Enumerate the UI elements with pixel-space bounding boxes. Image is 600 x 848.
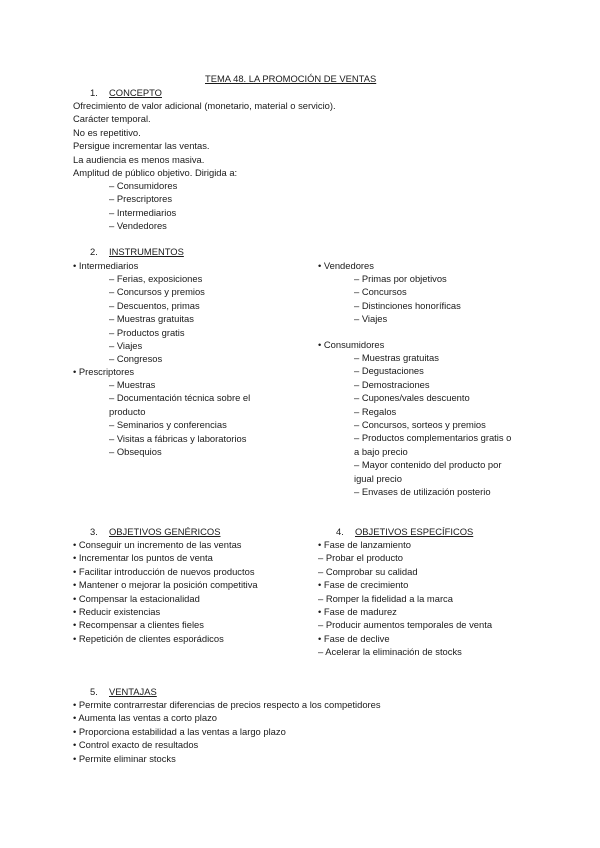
- list-item: – Viajes: [354, 313, 388, 325]
- list-item: • Recompensar a clientes fieles: [73, 619, 204, 631]
- objetivos-especificos-list: [318, 538, 492, 659]
- page-title: TEMA 48. LA PROMOCIÓN DE VENTAS: [205, 73, 377, 84]
- section-5-heading: VENTAJAS: [109, 686, 157, 697]
- list-item: – Viajes: [109, 340, 143, 352]
- list-item: – Ferias, exposiciones: [109, 273, 203, 284]
- list-item: – Muestras gratuitas: [354, 352, 439, 363]
- list-item: • Mantener o mejorar la posición competitiva: [73, 579, 258, 591]
- concepto-line: No es repetitivo.: [73, 126, 141, 138]
- list-item: • Fase de madurez: [318, 606, 397, 618]
- section-1-number: 1.: [90, 87, 98, 98]
- list-item: • Control exacto de resultados: [73, 739, 199, 751]
- list-item: – Intermediarios: [109, 206, 177, 218]
- list-item: a bajo precio: [354, 445, 408, 457]
- section-4-heading: OBJETIVOS ESPECÍFICOS: [355, 526, 474, 537]
- list-item: – Productos complementarios gratis o: [354, 432, 512, 444]
- list-item: – Documentación técnica sobre el: [109, 392, 251, 404]
- list-item: • Fase de declive: [318, 632, 390, 644]
- list-item: – Envases de utilización posterio: [354, 486, 491, 498]
- objetivos-genericos-list: [73, 538, 258, 645]
- list-item: • Conseguir un incremento de las ventas: [73, 539, 242, 550]
- vendedores-list: [354, 272, 461, 326]
- list-item: – Concursos, sorteos y premios: [354, 419, 486, 431]
- list-item: • Facilitar introducción de nuevos productos: [73, 565, 255, 577]
- list-item: – Consumidores: [109, 180, 178, 191]
- vendedores-label: • Vendedores: [318, 260, 374, 271]
- list-item: – Muestras gratuitas: [109, 313, 194, 325]
- list-item: – Vendedores: [109, 220, 167, 232]
- list-item: • Fase de lanzamiento: [318, 539, 411, 550]
- concepto-text: [73, 99, 336, 179]
- consumidores-label: • Consumidores: [318, 339, 385, 350]
- concepto-line: Ofrecimiento de valor adicional (monetario, material o servicio).: [73, 100, 336, 111]
- list-item: • Permite eliminar stocks: [73, 752, 176, 764]
- list-item: • Fase de crecimiento: [318, 579, 409, 591]
- list-item: – Concursos y premios: [109, 286, 205, 298]
- list-item: – Comprobar su calidad: [318, 565, 418, 577]
- list-item: • Repetición de clientes esporádicos: [73, 632, 224, 644]
- list-item: producto: [109, 405, 146, 417]
- prescriptores-label: • Prescriptores: [73, 366, 135, 377]
- list-item: – Seminarios y conferencias: [109, 419, 227, 431]
- list-item: – Acelerar la eliminación de stocks: [318, 646, 462, 658]
- ventajas-list: [73, 698, 381, 765]
- list-item: – Degustaciones: [354, 365, 424, 377]
- concepto-line: Persigue incrementar las ventas.: [73, 140, 210, 152]
- section-2-heading: INSTRUMENTOS: [109, 246, 184, 257]
- list-item: – Mayor contenido del producto por: [354, 459, 502, 471]
- list-item: – Productos gratis: [109, 326, 185, 338]
- list-item: – Descuentos, primas: [109, 299, 200, 311]
- list-item: – Prescriptores: [109, 193, 173, 205]
- section-2-number: 2.: [90, 246, 98, 257]
- list-item: – Primas por objetivos: [354, 273, 447, 284]
- list-item: • Compensar la estacionalidad: [73, 592, 200, 604]
- prescriptores-list: [109, 378, 250, 458]
- list-item: – Distinciones honoríficas: [354, 299, 461, 311]
- list-item: – Regalos: [354, 405, 397, 417]
- section-3-heading: OBJETIVOS GENÉRICOS: [109, 526, 221, 537]
- list-item: • Proporciona estabilidad a las ventas a largo plazo: [73, 725, 286, 737]
- concepto-line: La audiencia es menos masiva.: [73, 153, 205, 165]
- section-1-heading: CONCEPTO: [109, 87, 162, 98]
- section-3-number: 3.: [90, 526, 98, 537]
- concepto-line: Carácter temporal.: [73, 113, 151, 125]
- section-5-number: 5.: [90, 686, 98, 697]
- list-item: – Producir aumentos temporales de venta: [318, 619, 493, 631]
- list-item: – Muestras: [109, 379, 156, 390]
- concepto-line: Amplitud de público objetivo. Dirigida a:: [73, 167, 238, 179]
- list-item: • Permite contrarrestar diferencias de precios respecto a los competidores: [73, 699, 381, 710]
- list-item: • Aumenta las ventas a corto plazo: [73, 712, 217, 724]
- consumidores-list: [354, 351, 511, 498]
- list-item: – Congresos: [109, 353, 163, 365]
- intermediarios-label: • Intermediarios: [73, 260, 139, 271]
- list-item: • Incrementar los puntos de venta: [73, 552, 213, 564]
- list-item: – Cupones/vales descuento: [354, 392, 470, 404]
- list-item: – Obsequios: [109, 446, 162, 458]
- list-item: • Reducir existencias: [73, 606, 161, 618]
- list-item: – Demostraciones: [354, 378, 430, 390]
- list-item: – Visitas a fábricas y laboratorios: [109, 432, 247, 444]
- target-list: [109, 179, 177, 233]
- intermediarios-list: [109, 272, 205, 366]
- list-item: – Concursos: [354, 286, 407, 298]
- list-item: – Probar el producto: [318, 552, 403, 564]
- list-item: igual precio: [354, 472, 402, 484]
- section-4-number: 4.: [336, 526, 344, 537]
- list-item: – Romper la fidelidad a la marca: [318, 592, 453, 604]
